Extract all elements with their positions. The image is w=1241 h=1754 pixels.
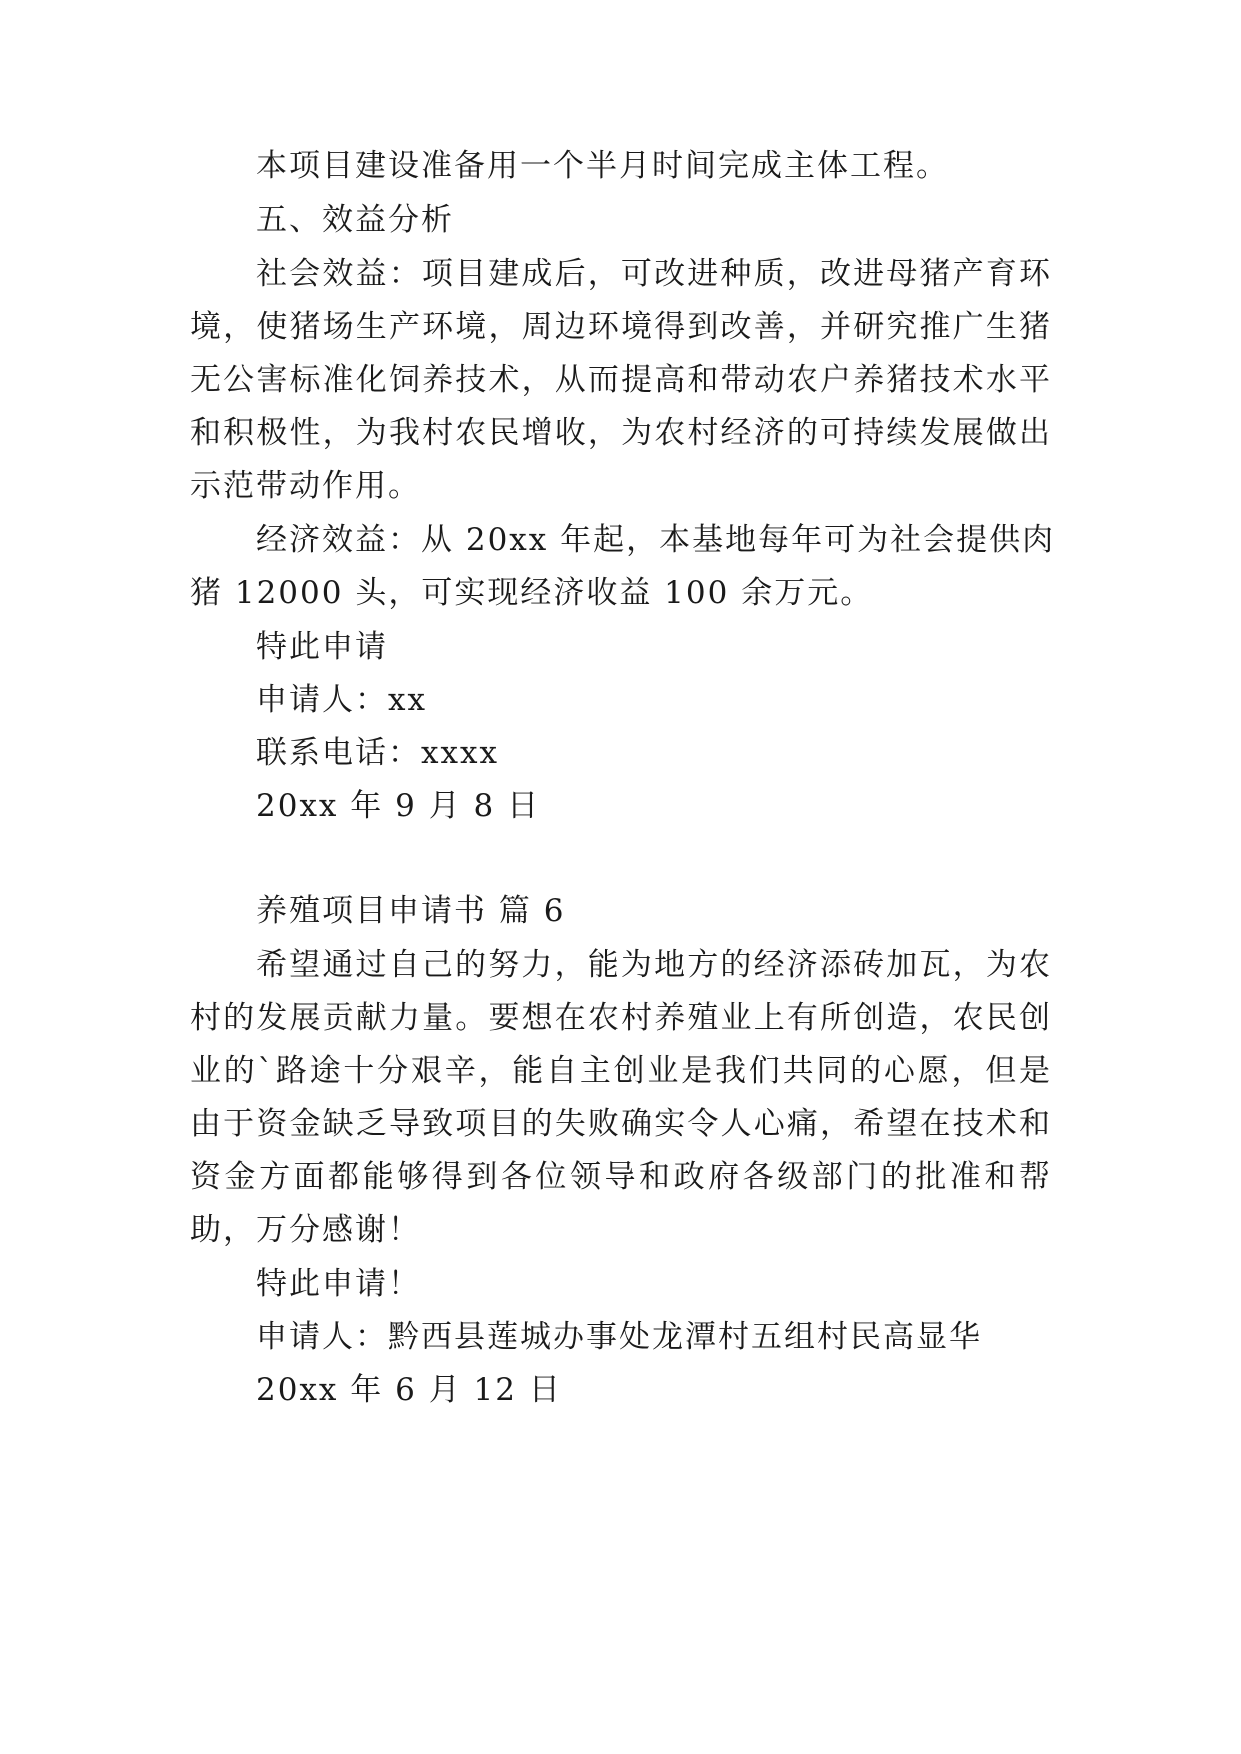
date-text: 20xx 年 9 月 8 日 [256, 788, 541, 824]
closing-text-2: 特此申请！ [256, 1266, 421, 1302]
applicant-text: 申请人：xx [256, 682, 427, 718]
body-line-4: 由于资金缺乏导致项目的失败确实令人心痛，希望在技术和 [190, 1106, 1052, 1142]
economic-benefit-line-1: 经济效益：从 20xx 年起，本基地每年可为社会提供肉 [256, 522, 1056, 558]
schedule-text: 本项目建设准备用一个半月时间完成主体工程。 [256, 148, 949, 184]
social-benefit-line-1: 社会效益：项目建成后，可改进种质，改进母猪产育环 [256, 256, 1052, 292]
section-title-part-6: 养殖项目申请书 篇 6 [256, 893, 566, 929]
body-line-2: 村的发展贡献力量。要想在农村养殖业上有所创造，农民创 [190, 1000, 1052, 1036]
section-heading-benefit-analysis: 五、效益分析 [256, 202, 454, 238]
phone-text: 联系电话：xxxx [256, 735, 499, 771]
closing-text: 特此申请 [256, 629, 388, 665]
social-benefit-line-2: 境，使猪场生产环境，周边环境得到改善，并研究推广生猪 [190, 309, 1052, 345]
body-line-5: 资金方面都能够得到各位领导和政府各级部门的批准和帮 [190, 1159, 1052, 1195]
body-line-1: 希望通过自己的努力，能为地方的经济添砖加瓦，为农 [256, 947, 1052, 983]
social-benefit-line-4: 和积极性，为我村农民增收，为农村经济的可持续发展做出 [190, 415, 1052, 451]
social-benefit-line-3: 无公害标准化饲养技术，从而提高和带动农户养猪技术水平 [190, 362, 1052, 398]
social-benefit-line-5: 示范带动作用。 [190, 468, 421, 504]
economic-benefit-line-2: 猪 12000 头，可实现经济收益 100 余万元。 [190, 575, 874, 611]
applicant-text-2: 申请人：黔西县莲城办事处龙潭村五组村民高显华 [256, 1319, 982, 1355]
date-text-2: 20xx 年 6 月 12 日 [256, 1372, 562, 1408]
body-line-3: 业的`路途十分艰辛，能自主创业是我们共同的心愿，但是 [190, 1053, 1052, 1089]
body-line-6: 助，万分感谢！ [190, 1212, 421, 1248]
